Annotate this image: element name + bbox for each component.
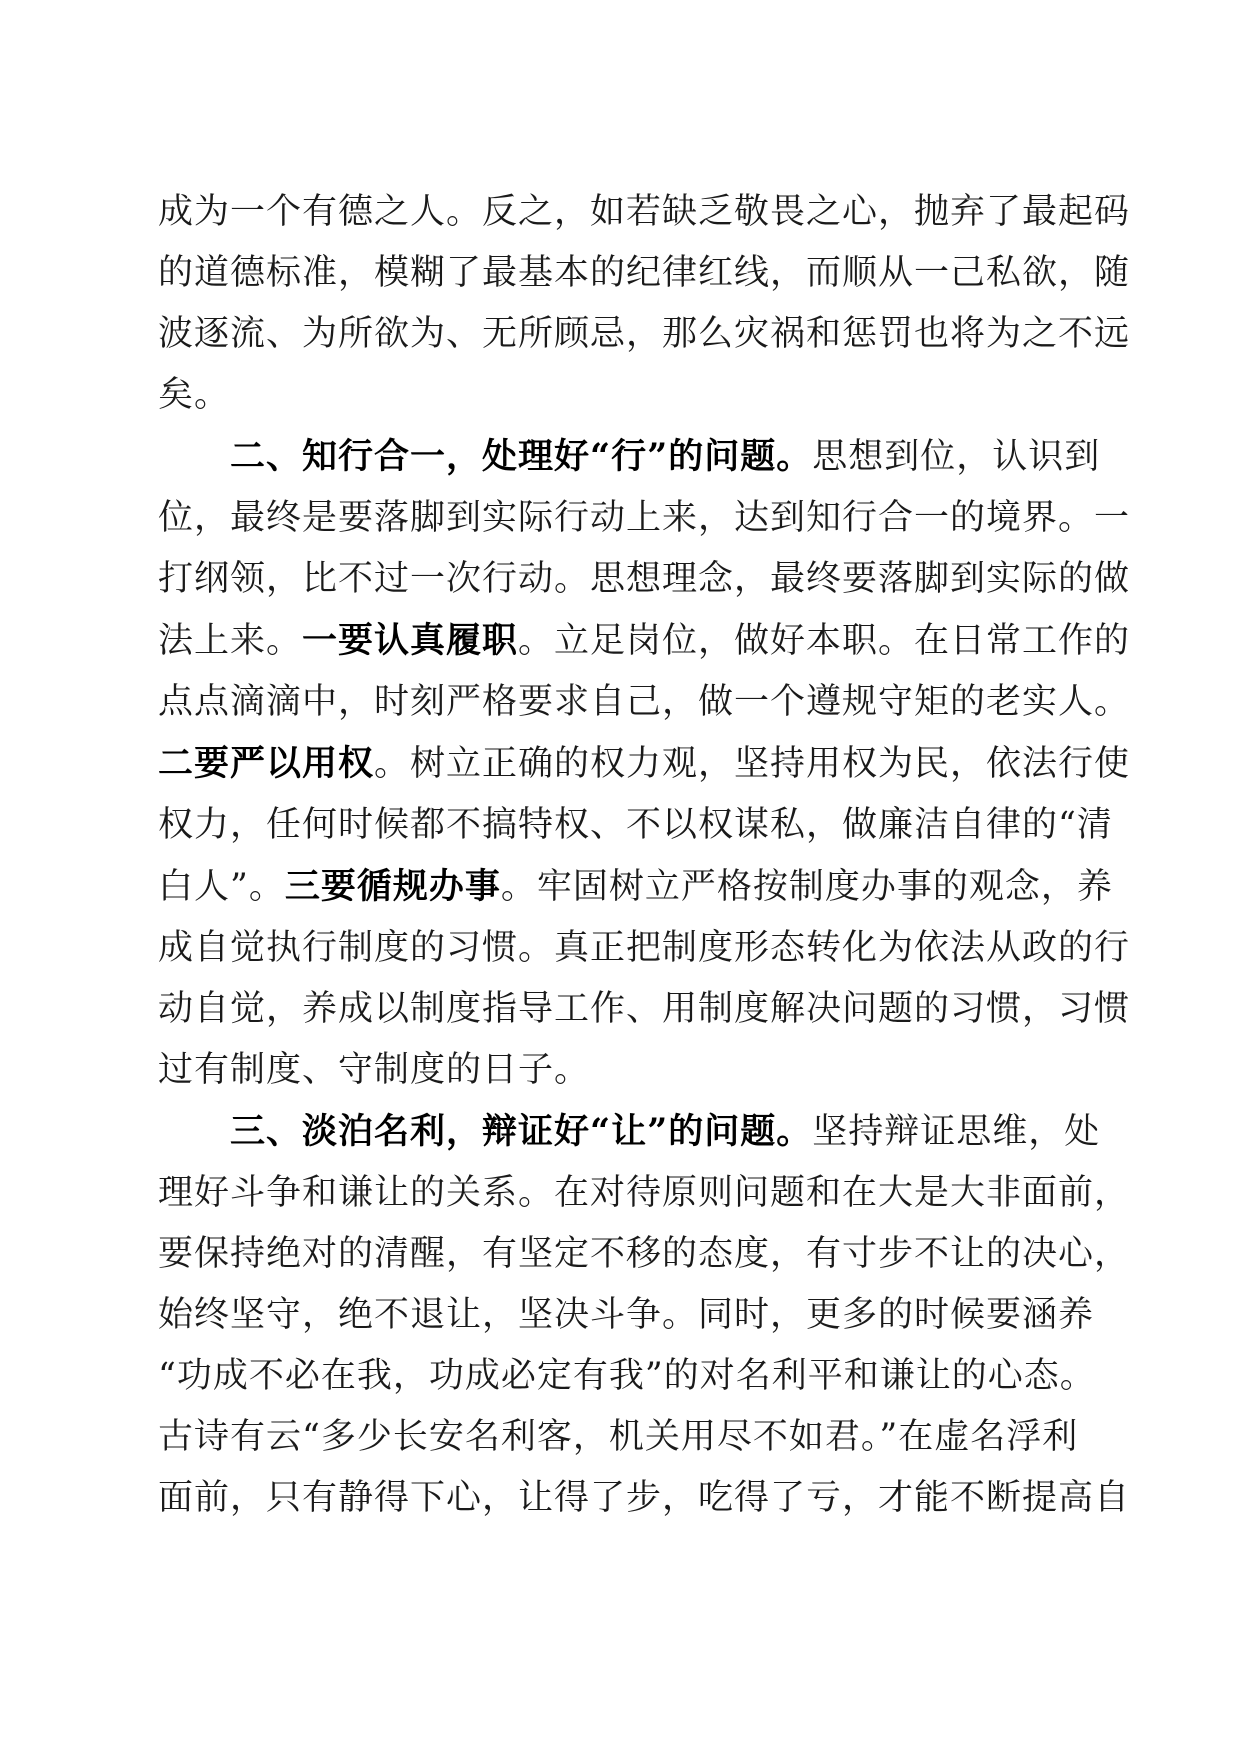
point-title: 三要循规办事: [284, 866, 501, 907]
text-line: 波逐流、为所欲为、无所顾忌，那么灾祸和惩罚也将为之不远: [158, 314, 1131, 354]
text-line: 矣。: [158, 375, 231, 415]
text-segment: 思想到位，认识到: [812, 437, 1101, 477]
text-line: [158, 1101, 1101, 1163]
text-line: 过有制度、守制度的日子。: [158, 1050, 591, 1090]
section-heading: 三、淡泊名利，辩证好“让”的问题。: [230, 1111, 813, 1152]
text-segment: 。立足岗位，做好本职。在日常工作的: [518, 621, 1131, 661]
text-segment: 。牢固树立严格按制度办事的观念，养: [500, 867, 1113, 907]
paragraph-continuation: [158, 182, 1131, 426]
paragraph-section-three: [158, 1101, 1131, 1529]
text-line: 动自觉，养成以制度指导工作、用制度解决问题的习惯，习惯: [158, 989, 1131, 1029]
text-line: 的道德标准，模糊了最基本的纪律红线，而顺从一己私欲，随: [158, 253, 1131, 293]
text-line: 始终坚守，绝不退让，坚决斗争。同时，更多的时候要涵养: [158, 1295, 1095, 1335]
text-line: 理好斗争和谦让的关系。在对待原则问题和在大是大非面前，: [158, 1173, 1131, 1213]
text-line: [158, 610, 1131, 672]
text-line: “功成不必在我，功成必定有我”的对名利平和谦让的心态。: [158, 1356, 1096, 1396]
text-line: 权力，任何时候都不搞特权、不以权谋私，做廉洁自律的“清: [158, 805, 1113, 845]
text-line: 点点滴滴中，时刻严格要求自己，做一个遵规守矩的老实人。: [158, 682, 1131, 722]
text-line: 古诗有云“多少长安名利客，机关用尽不如君。”在虚名浮利: [158, 1417, 1079, 1457]
point-title: 一要认真履职: [302, 620, 519, 661]
text-line: 要保持绝对的清醒，有坚定不移的态度，有寸步不让的决心，: [158, 1234, 1131, 1274]
text-segment: 。树立正确的权力观，坚持用权为民，依法行使: [374, 744, 1131, 784]
text-line: [158, 426, 1101, 488]
text-line: [158, 856, 1113, 918]
text-line: 成为一个有德之人。反之，如若缺乏敬畏之心，抛弃了最起码: [158, 192, 1131, 232]
document-body: [158, 182, 1131, 1529]
text-line: 位，最终是要落脚到实际行动上来，达到知行合一的境界。一: [158, 498, 1131, 538]
text-segment: 白人”。: [158, 867, 285, 907]
text-line: [158, 733, 1131, 795]
text-segment: 坚持辩证思维，处: [812, 1112, 1101, 1152]
text-line: 面前，只有静得下心，让得了步，吃得了亏，才能不断提高自: [158, 1478, 1131, 1518]
paragraph-section-two: [158, 426, 1131, 1101]
text-line: 成自觉执行制度的习惯。真正把制度形态转化为依法从政的行: [158, 928, 1131, 968]
text-line: 打纲领，比不过一次行动。思想理念，最终要落脚到实际的做: [158, 559, 1131, 599]
text-segment: 法上来。: [158, 621, 303, 661]
point-title: 二要严以用权: [158, 743, 375, 784]
section-heading: 二、知行合一，处理好“行”的问题。: [230, 436, 813, 477]
